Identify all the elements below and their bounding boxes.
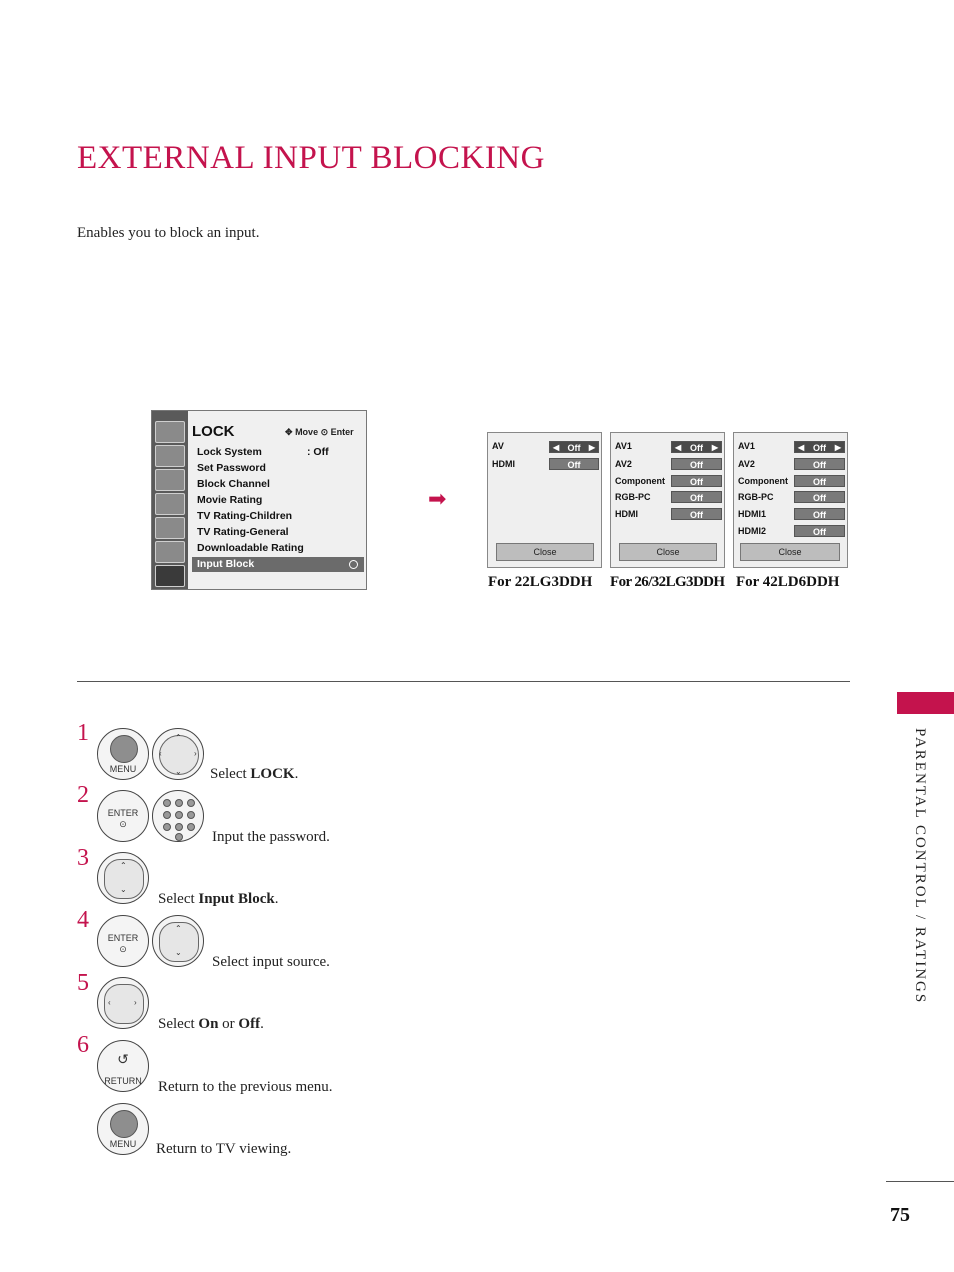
intro-text: Enables you to block an input.	[77, 225, 260, 241]
menu-item-tv-rating-children[interactable]: TV Rating-Children	[197, 510, 293, 522]
step-number: 3	[77, 845, 89, 871]
close-button[interactable]: Close	[496, 543, 594, 561]
lock-icon	[155, 565, 185, 587]
menu-item-set-password[interactable]: Set Password	[197, 462, 266, 474]
audio-icon	[155, 469, 185, 491]
hint-move: Move	[295, 427, 319, 437]
step-text: Input the password.	[212, 829, 330, 845]
setup-icon	[155, 421, 185, 443]
model-label: For 22LG3DDH	[488, 574, 593, 590]
lock-menu-title: LOCK	[192, 423, 235, 440]
enter-button[interactable]: ENTER ⊙	[97, 790, 149, 842]
menu-item-downloadable-rating[interactable]: Downloadable Rating	[197, 542, 304, 554]
menu-item-input-block[interactable]: Input Block	[192, 557, 364, 572]
lock-menu	[151, 410, 367, 590]
enter-icon: ⊙	[320, 427, 329, 437]
dpad-icon[interactable]: ⌃ ⌄ ‹ ›	[152, 728, 204, 780]
step-text: Return to the previous menu.	[158, 1079, 333, 1095]
step-text: Select LOCK.	[210, 766, 299, 782]
input-value[interactable]: Off	[794, 525, 845, 537]
input-value[interactable]: Off	[549, 458, 599, 470]
input-value[interactable]: ◀ Off ▶	[549, 441, 599, 453]
model-label: For 26/32LG3DDH	[610, 574, 725, 590]
lock-menu-hint	[285, 427, 354, 438]
close-button[interactable]: Close	[619, 543, 717, 561]
up-down-button-icon[interactable]: ⌃ ⌄	[97, 852, 149, 904]
step-text: Select On or Off.	[158, 1016, 264, 1032]
picture-icon	[155, 541, 185, 563]
number-keypad-icon[interactable]	[152, 790, 204, 842]
close-button[interactable]: Close	[740, 543, 840, 561]
up-down-button-icon[interactable]: ⌃ ⌄	[152, 915, 204, 967]
input-value[interactable]: Off	[671, 508, 722, 520]
step-number: 4	[77, 907, 89, 933]
input-value[interactable]: Off	[671, 491, 722, 503]
page-title: EXTERNAL INPUT BLOCKING	[77, 140, 545, 176]
left-right-button-icon[interactable]: ‹ ›	[97, 977, 149, 1029]
input-value[interactable]: Off	[794, 475, 845, 487]
return-button[interactable]: ↺ RETURN	[97, 1040, 149, 1092]
enter-icon: ⊙	[119, 944, 127, 954]
step-number: 5	[77, 970, 89, 996]
enter-icon: ⊙	[119, 819, 127, 829]
input-box-42ld6ddh: AV1 ◀ Off ▶ AV2 Off Component Off RGB-PC Off HDMI1 Off HDMI2 Off Close	[733, 432, 848, 568]
option-icon	[155, 517, 185, 539]
menu-item-movie-rating[interactable]: Movie Rating	[197, 494, 263, 506]
move-icon: ✥	[285, 427, 293, 437]
input-value[interactable]: Off	[794, 458, 845, 470]
section-label: PARENTAL CONTROL / RATINGS	[912, 728, 928, 1005]
input-box-22lg3ddh: AV ◀ Off ▶ HDMI Off Close	[487, 432, 602, 568]
menu-button[interactable]: MENU	[97, 728, 149, 780]
step-number: 1	[77, 720, 89, 746]
input-box-26-32lg3ddh: AV1 ◀ Off ▶ AV2 Off Component Off RGB-PC Off HDMI Off Close	[610, 432, 725, 568]
input-value[interactable]: Off	[671, 458, 722, 470]
page-rule	[886, 1181, 954, 1182]
return-icon: ↺	[117, 1051, 129, 1067]
input-value[interactable]: Off	[794, 491, 845, 503]
section-tab	[897, 692, 954, 714]
model-label: For 42LD6DDH	[736, 574, 840, 590]
menu-item-tv-rating-general[interactable]: TV Rating-General	[197, 526, 289, 538]
hint-enter: Enter	[330, 427, 354, 437]
step-text: Select Input Block.	[158, 891, 279, 907]
select-dot-icon	[349, 560, 358, 569]
menu-item-lock-system[interactable]: Lock System : Off	[197, 446, 329, 458]
step-number: 6	[77, 1032, 89, 1058]
input-value[interactable]: ◀ Off ▶	[794, 441, 845, 453]
input-value[interactable]: Off	[794, 508, 845, 520]
menu-item-block-channel[interactable]: Block Channel	[197, 478, 270, 490]
menu-button[interactable]: MENU	[97, 1103, 149, 1155]
video-icon	[155, 445, 185, 467]
arrow-right-icon: ➡	[428, 486, 447, 511]
step-text: Return to TV viewing.	[156, 1141, 292, 1157]
step-number: 2	[77, 782, 89, 808]
step-text: Select input source.	[212, 954, 330, 970]
time-icon	[155, 493, 185, 515]
enter-button[interactable]: ENTER ⊙	[97, 915, 149, 967]
menu-icon-column	[152, 411, 188, 589]
input-value[interactable]: Off	[671, 475, 722, 487]
section-divider	[77, 681, 850, 682]
input-value[interactable]: ◀ Off ▶	[671, 441, 722, 453]
page-number: 75	[890, 1204, 910, 1226]
